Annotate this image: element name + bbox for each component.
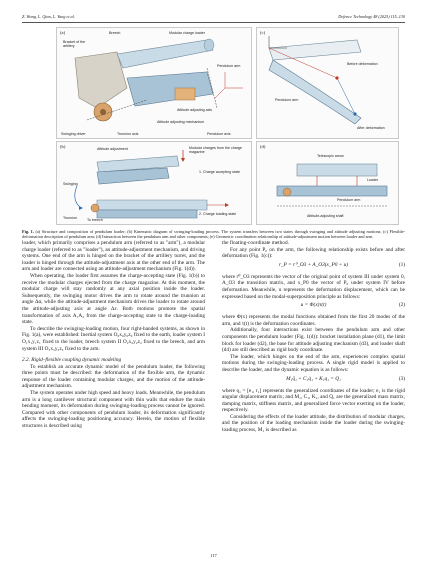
paragraph: where q₁ = [e₁, r₁] represents the generalized coordinates of the loader; e₁ is the rigid angular displacement matrix; and M₁, C₁, K₁, and Q₁ are the generalized mass matrix, damping matrix, stiffness matrix, and generalized force vector exerting on the loader, respectively. [222, 387, 405, 414]
label-modular-charge-loader: Modular charge loader [169, 31, 205, 35]
equation-2-body: u = Φ(x)τ(t) [300, 302, 327, 309]
panel-c [256, 27, 399, 139]
header-authors: Z. Wang, L. Qian, L. Yang et al. [22, 14, 75, 19]
panel-b [56, 141, 252, 225]
right-column [222, 240, 405, 434]
label-charge-accepting-state: 1. Charge accepting state [199, 170, 240, 174]
equation-2 [222, 302, 405, 312]
paragraph: To describe the swinging-loading motion, four right-handed systems, as shown in Fig. 1(a), were established: Inertial system O₀x₀y₀z₀ fixed to the earth, loader system I O₁x₁y₁z₁ fixed to the loader, breech system II O₂x₂y₂z₂ fixed to the breech, and arm system III O₃x₃y₃z₃ fixed to the arm. [22, 325, 205, 352]
page-number: 117 [210, 553, 217, 558]
figure-caption [22, 229, 405, 240]
label-loader: Loader [367, 178, 379, 182]
paragraph: For any point P₀ on the arm, the following relationship exists before and after deformation (Fig. 1(c)): [222, 246, 405, 260]
equation-3-number: (3) [398, 375, 405, 382]
paragraph: To establish an accurate dynamic model of the pendulum loader, the following three points must be described: the deformation of the flexible arm, the dynamic response of the loader containing modular charges, and the motion of the attitude-adjustment mechanism. [22, 363, 205, 390]
paragraph: where Φ(x) represents the modal functions obtained from the first 20 modes of the arm, and τ(t) is the deformation coordinates. [222, 314, 405, 327]
equation-1 [222, 262, 405, 272]
label-trunnion: Trunnion [63, 216, 78, 220]
panel-d-label: (d) [260, 144, 266, 149]
equation-3-body: M₁q̈₁ + C₁q̇₁ + K₁q₁ = Q₁ [286, 375, 341, 382]
label-trunnion-axis: Trunnion axis [117, 132, 139, 136]
label-pendulum-axis: Pendulum axis [207, 132, 231, 136]
caption-text: (a) Structure and composition of pendulum loader; (b) Kinematic diagram of swinging-loading process. The system transfers between two states through swinging and attitude adjusting motions; (c) Flexible-deformation description of pendulum arm; (d) Interaction between the pendulum arm and other components; (e) Geometric coordination relationship of attitude-adjustment motion between loader and arm. [22, 229, 405, 240]
label-charge-loading-state: 2. Charge loading state [199, 212, 237, 216]
panel-a [56, 27, 252, 139]
label-attitude-axis: Attitude adjusting axis [177, 108, 212, 112]
label-before-deformation: Before deformation [347, 62, 378, 66]
figure-1 [22, 27, 405, 227]
label-breech: Breech [109, 31, 121, 35]
equation-2-number: (2) [398, 302, 405, 309]
label-attitude-mechanism: Attitude adjusting mechanism [157, 120, 204, 124]
paragraph: Additionally, four interactions exist between the pendulum arm and other components the pendulum loader (Fig. 1(d)): bracket installation plane (d1), the limit block for loader (d2), the base for attitude adjusting mechanism (d3), and loader shaft (d4) are still described as rigid body coordinate. [222, 327, 405, 354]
label-pendulum-arm: Pendulum arm [217, 64, 241, 68]
paragraph: When operating, the loader first assumes the charge-accepting state (Fig. 1(b)) to receive the modular charges ejected from the charge magazine. At this moment, the modular charge will stay randomly at any axial position inside the loader. Subsequently, the swinging motor drives the arm to rotate around the trunnion at angle Δα, while the attitude-adjustment mechanism drives the loader to rotate around the attitude-adjusting axis at angle Δε. Both motions promote the spatial transformation of axis A₁A₂ from the charge-accepting state to the charge-loading state. [22, 272, 205, 326]
label-attitude-shaft: Attitude-adjusting shaft [307, 214, 344, 218]
label-pendulum-arm-c: Pendulum arm [275, 98, 299, 102]
header-rule [22, 22, 405, 23]
paragraph: The loader, which hinges on the end of the arm, experiences complex spatial motions during the swinging-loading process. A single rigid model is applied to describe the loader, and the dynamic equation is as follows: [222, 353, 405, 373]
panel-c-label: (c) [260, 30, 266, 35]
section-heading: 2.2. Rigid–flexible coupling dynamic modeling [22, 357, 122, 364]
panel-d [256, 141, 399, 225]
paragraph: where r⁰_O3 represents the vector of the original point of system III under system 0, A_O3 the transition matrix, and x_P0 the vector of P₀ under system IV before deformation. Meanwhile, u represents the deformation displacement, which can be expressed based on the modal-superposition principle as follows: [222, 273, 405, 300]
equation-1-body: r_P = r⁰_O3 + A_O3(x_P0 + u) [278, 261, 349, 268]
caption-lead: Fig. 1. [22, 229, 34, 234]
paragraph: Considering the effects of the loader attitude, the distribution of modular charges, and the position of the loading mechanism inside the loader during the swinging-loading process, M₁ is described as [222, 413, 405, 434]
label-swinging-driver: Swinging driver [61, 132, 86, 136]
panel-b-label: (b) [60, 144, 66, 149]
panel-c-illustration [257, 28, 399, 139]
label-swinging: Swinging [63, 182, 78, 186]
header-journal: Defence Technology 48 (2025) 115–130 [338, 14, 405, 19]
label-telescopic-arrow: Telescopic arrow [317, 154, 344, 158]
label-bracket: Bracket of the artillery [63, 40, 86, 48]
paragraph: the floating-coordinate method. [222, 240, 289, 246]
label-pendulum-arm-d: Pendulum arm [337, 198, 361, 202]
label-to-breech: To breech [87, 218, 103, 222]
label-after-deformation: After deformation [357, 126, 385, 130]
equation-1-number: (1) [398, 261, 405, 268]
paragraph: The system operates under high speed and heavy loads. Meanwhile, the pendulum arm is a long cantilever structural component with thin walls that endure the main bending moment, its deformation during swinging-loading process cannot be ignored. Compared with other components of pendulum loader, its deformation significantly affects the swinging-loading positioning accuracy. Herein, the motion of flexible structures is described using [22, 390, 205, 430]
paragraph: loader, which primarily comprises a pendulum arm (referred to as "arm"), a modular charge loader (referred to as "loader"), an attitude-adjustment mechanism, and driving systems. One end of the arm is hinged on the bracket of the artillery turret, and the loader is hinged through the attitude-adjustment axis at the other end of the arm. The arm and loader are connected using an attitude-adjustment mechanism (Fig. 1(d)). [22, 240, 205, 273]
equation-3 [222, 376, 405, 386]
panel-a-label: (a) [60, 30, 66, 35]
label-charges-from-magazine: Modular charges from the charge magazine [189, 146, 242, 154]
label-attitude-adjustment: Attitude adjustment [97, 147, 128, 151]
left-column [22, 240, 205, 430]
